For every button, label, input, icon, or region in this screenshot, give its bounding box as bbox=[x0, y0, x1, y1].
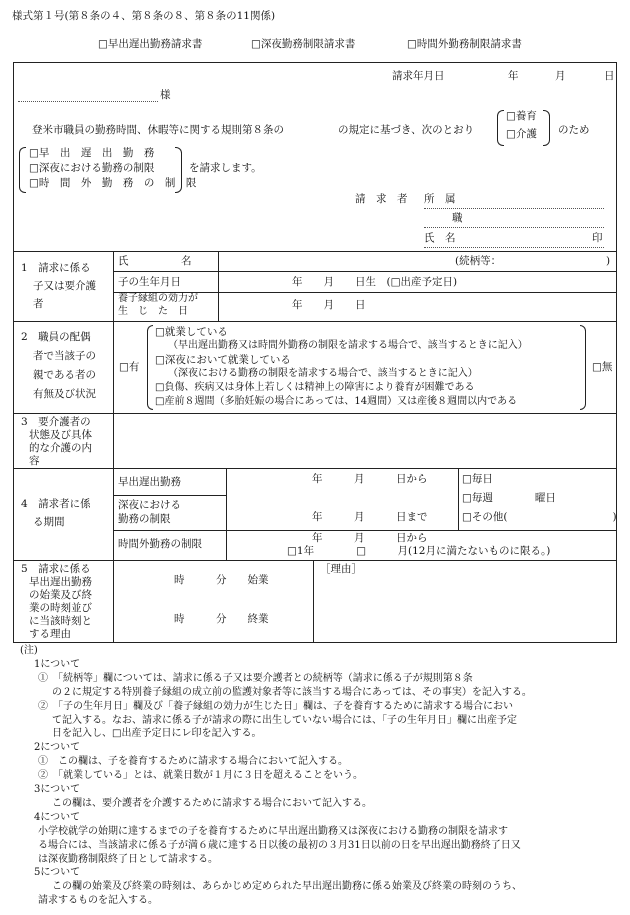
care-details-field[interactable] bbox=[120, 420, 610, 462]
requester-label: 請 求 者 bbox=[355, 193, 408, 205]
section4-divider bbox=[113, 495, 226, 496]
night-label: 勤務の制限 bbox=[118, 513, 171, 525]
note-line: この欄は、要介護者を介護するために請求する場合において記入する。 bbox=[52, 797, 372, 809]
care-option-nursing[interactable]: □介護 bbox=[506, 128, 537, 140]
row-divider bbox=[13, 413, 617, 414]
addressee-line[interactable] bbox=[18, 101, 158, 102]
spouse-night-checkbox[interactable]: □深夜において就業している bbox=[155, 354, 291, 366]
section4-label: る期間 bbox=[33, 516, 65, 528]
note-line: 小学校就学の始期に達するまでの子を養育するために早出遅出勤務又は深夜における勤務の制限を請求す bbox=[38, 825, 508, 837]
section2-label: 親である者の bbox=[33, 369, 96, 381]
relation-label: (続柄等： bbox=[455, 255, 502, 267]
note-line: 5について bbox=[34, 867, 81, 879]
section5-label: 早出遅出勤務 bbox=[29, 576, 92, 588]
requester-dept-label: 所 属 bbox=[424, 193, 456, 205]
adoption-value[interactable]: 年 月 日 bbox=[292, 299, 366, 311]
request-suffix: を請求します。 bbox=[189, 162, 262, 174]
year-label: 年 bbox=[508, 70, 519, 82]
night-label: 深夜における bbox=[118, 499, 181, 511]
row-divider bbox=[13, 321, 617, 322]
note-line: は深夜勤務制限終了日として請求する。 bbox=[38, 853, 218, 865]
dob-value[interactable]: 年 月 日生 (□出産予定日) bbox=[292, 276, 458, 288]
spouse-employed-note: （早出遅出勤務又は時間外勤務の制限を請求する場合で、該当するときに記入） bbox=[168, 340, 528, 351]
section4-divider bbox=[113, 530, 617, 531]
period-until[interactable]: 年 月 日まで bbox=[312, 511, 428, 523]
section4-divider bbox=[226, 468, 227, 560]
spouse-night-note: （深夜における勤務の制限を請求する場合で、該当するときに記入） bbox=[168, 368, 478, 379]
spouse-disability-checkbox[interactable]: □負傷、疾病又は身体上若しくは精神上の障害により養育が困難である bbox=[155, 382, 475, 393]
section5-label: 5 請求に係る bbox=[21, 563, 91, 575]
row-divider bbox=[13, 251, 617, 252]
dob-label: 子の生年月日 bbox=[118, 276, 181, 288]
section5-divider bbox=[313, 560, 314, 643]
intro-line-b: の規定に基づき、次のとおり bbox=[338, 124, 475, 136]
note-line: る場合には、当該請求に係る子が満６歳に達する日以後の最初の３月31日以前の日を早出遅出勤務終了日又 bbox=[38, 839, 521, 851]
care-bracket-right bbox=[543, 110, 550, 146]
overtime-label: 時間外勤務の制限 bbox=[118, 538, 202, 550]
section5-label: 業の時刻並び bbox=[29, 602, 92, 614]
section2-label: 者で当該子の bbox=[33, 350, 96, 362]
request-type-night[interactable]: □深夜勤務制限請求書 bbox=[251, 38, 356, 50]
request-option-overtime[interactable]: □時 間 外 勤 務 の 制 限 bbox=[29, 177, 197, 189]
seal-mark: 印 bbox=[592, 232, 603, 244]
note-line: 請求するものを記入する。 bbox=[38, 895, 158, 907]
section5-label: に当該時刻と bbox=[29, 615, 92, 627]
section5-label: の始業及び終 bbox=[29, 589, 92, 601]
child-name-label: 氏 名 bbox=[118, 255, 192, 267]
section1-divider bbox=[218, 251, 219, 321]
request-bracket-left bbox=[19, 147, 26, 193]
note-line: この欄の始業及び終業の時刻は、あらかじめ定められた早出遅出勤務に係る始業及び終業の時刻のうち、 bbox=[52, 881, 522, 893]
period-from[interactable]: 年 月 日から bbox=[312, 473, 428, 485]
spouse-employed-checkbox[interactable]: □就業している bbox=[155, 326, 228, 338]
row-divider bbox=[13, 560, 617, 561]
request-bracket-right bbox=[175, 147, 182, 193]
start-time[interactable]: 時 分 始業 bbox=[174, 574, 269, 586]
date-label: 請求年月日 bbox=[392, 70, 445, 82]
note-line: ① この欄は、子を養育するために請求する場合において記入する。 bbox=[38, 756, 348, 768]
requester-position-label: 職 bbox=[452, 212, 463, 224]
section3-label: 3 要介護者の bbox=[21, 416, 91, 428]
section4-label: 4 請求者に係 bbox=[21, 498, 91, 510]
note-line: の２に規定する特別養子縁組の成立前の監護対象者等に該当する場合にあっては、その事実）を記入する。 bbox=[52, 686, 532, 698]
requester-dept-line[interactable] bbox=[424, 208, 604, 209]
reason-label: ［理由］ bbox=[320, 563, 362, 575]
section1-divider bbox=[113, 271, 617, 272]
spouse-pregnancy-checkbox[interactable]: □産前８週間（多胎妊娠の場合にあっては、14週間）又は産後８週間以内である bbox=[155, 396, 518, 407]
row-divider bbox=[13, 468, 617, 469]
care-option-raising[interactable]: □養育 bbox=[506, 110, 537, 122]
section3-label: 的な介護の内 bbox=[29, 442, 92, 454]
note-line: ① 「続柄等」欄については、請求に係る子又は要介護者との続柄等（請求に係る子が規則第８条 bbox=[38, 672, 473, 684]
note-line: て記入する。なお、請求に係る子が請求の際に出生していない場合には、「子の生年月日」欄に出産予定 bbox=[52, 714, 517, 726]
freq-weekly-checkbox[interactable]: □毎週 曜日 bbox=[462, 492, 556, 504]
section2-label: 2 職員の配偶 bbox=[21, 331, 91, 343]
overtime-term[interactable]: □1年 □ 月(12月に満たないものに限る。) bbox=[287, 545, 551, 557]
early-late-label: 早出遅出勤務 bbox=[118, 476, 181, 488]
section1-label: 1 請求に係る bbox=[21, 262, 91, 274]
spouse-no-checkbox[interactable]: □無 bbox=[592, 361, 613, 373]
care-bracket-left bbox=[497, 110, 504, 146]
request-type-early-late[interactable]: □早出遅出勤務請求書 bbox=[98, 38, 203, 50]
note-line: 3について bbox=[34, 784, 81, 795]
relation-close: ) bbox=[606, 255, 611, 267]
section3-label: 状態及び具体 bbox=[29, 429, 92, 441]
note-line: (注) bbox=[20, 645, 38, 656]
section1-label: 子又は要介護 bbox=[33, 280, 96, 292]
note-line: ② 「子の生年月日」欄及び「養子縁組の効力が生じた日」欄は、子を養育するために請求する場合におい bbox=[38, 700, 513, 712]
section1-label: 者 bbox=[33, 298, 44, 310]
section3-label: 容 bbox=[29, 455, 40, 467]
form-number: 様式第１号(第８条の４、第８条の８、第８条の11関係) bbox=[12, 10, 276, 22]
requester-name-label: 氏 名 bbox=[424, 232, 456, 244]
note-line: ② 「就業している」とは、就業日数が１月に３日を超えることをいう。 bbox=[38, 770, 363, 782]
requester-name-line[interactable] bbox=[424, 247, 604, 248]
day-label: 日 bbox=[604, 70, 615, 82]
spouse-bracket-left bbox=[147, 325, 153, 410]
request-option-early-late[interactable]: □早 出 遅 出 勤 務 bbox=[29, 147, 155, 159]
spouse-yes-checkbox[interactable]: □有 bbox=[119, 361, 140, 373]
note-line: 4について bbox=[34, 811, 81, 823]
intro-line-a: 登米市職員の勤務時間、休暇等に関する規則第８条の bbox=[32, 124, 284, 136]
requester-position-line[interactable] bbox=[424, 227, 604, 228]
section2-label: 有無及び状況 bbox=[33, 388, 96, 400]
note-line: 2について bbox=[34, 742, 81, 754]
adoption-label: 生 じ た 日 bbox=[118, 306, 188, 317]
for-purpose: のため bbox=[558, 124, 590, 136]
month-label: 月 bbox=[555, 70, 566, 82]
freq-daily-checkbox[interactable]: □毎日 bbox=[462, 473, 493, 485]
request-option-night[interactable]: □深夜における勤務の制限 bbox=[29, 162, 155, 174]
section5-label: する理由 bbox=[29, 628, 71, 640]
section4-divider bbox=[458, 468, 459, 530]
end-time[interactable]: 時 分 終業 bbox=[174, 613, 269, 625]
spouse-bracket-right bbox=[580, 325, 586, 410]
label-column-divider bbox=[113, 251, 114, 643]
freq-other-checkbox[interactable]: □その他( ) bbox=[462, 511, 617, 523]
addressee-suffix: 様 bbox=[160, 89, 171, 101]
note-line: 1について bbox=[34, 658, 81, 670]
request-type-overtime[interactable]: □時間外勤務制限請求書 bbox=[407, 38, 522, 50]
adoption-label: 養子縁組の効力が bbox=[118, 293, 198, 304]
note-line: 日を記入し、□出産予定日にレ印を記入する。 bbox=[52, 728, 262, 740]
overtime-from[interactable]: 年 月 日から bbox=[312, 532, 428, 544]
